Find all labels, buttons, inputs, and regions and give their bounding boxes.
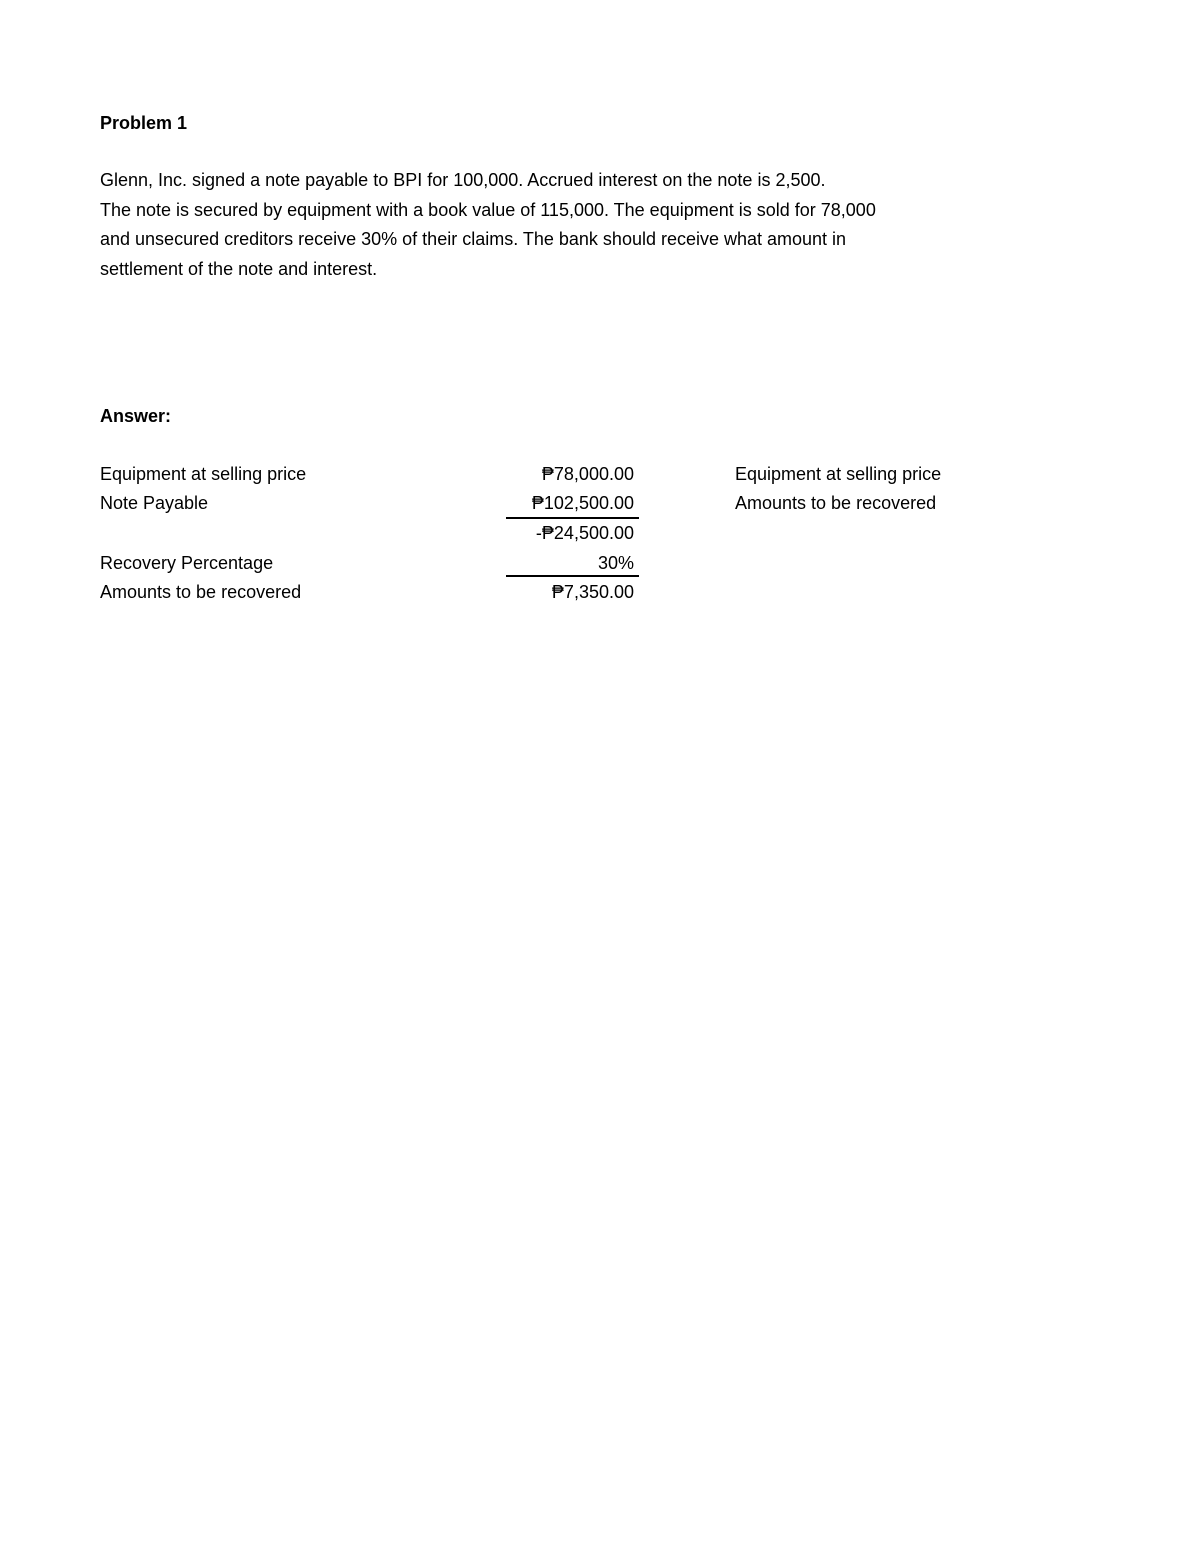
total-rule [506,575,639,577]
problem-line: Glenn, Inc. signed a note payable to BPI for 100,000. Accrued interest on the note is 2,500. [100,170,826,190]
row-label-amounts-recovered: Amounts to be recovered [100,582,302,602]
row-value-recovery-percentage: 30% [597,553,634,573]
answer-title: Answer: [100,406,172,426]
row-label-note-payable: Note Payable [100,493,209,513]
problem-statement [100,168,1000,287]
row-value-equipment-selling-price: ₱78,000.00 [541,464,634,484]
problem-line: The note is secured by equipment with a book value of 115,000. The equipment is sold for 78,000 [100,199,876,220]
subtotal-rule [506,517,639,519]
row-value-note-payable: ₱102,500.00 [531,493,634,513]
problem-line: settlement of the note and interest. [100,259,378,280]
problem-line: and unsecured creditors receive 30% of their claims. The bank should receive what amount in [100,229,847,250]
problem-title: Problem 1 [100,113,188,133]
side-label-equipment-selling-price: Equipment at selling price [735,464,942,484]
row-value-difference: -₱24,500.00 [535,523,634,543]
row-value-amounts-recovered: ₱7,350.00 [551,582,634,602]
row-label-equipment-selling-price: Equipment at selling price [100,464,307,484]
side-label-amounts-to-be-recovered: Amounts to be recovered [735,493,937,513]
row-label-recovery-percentage: Recovery Percentage [100,553,274,573]
